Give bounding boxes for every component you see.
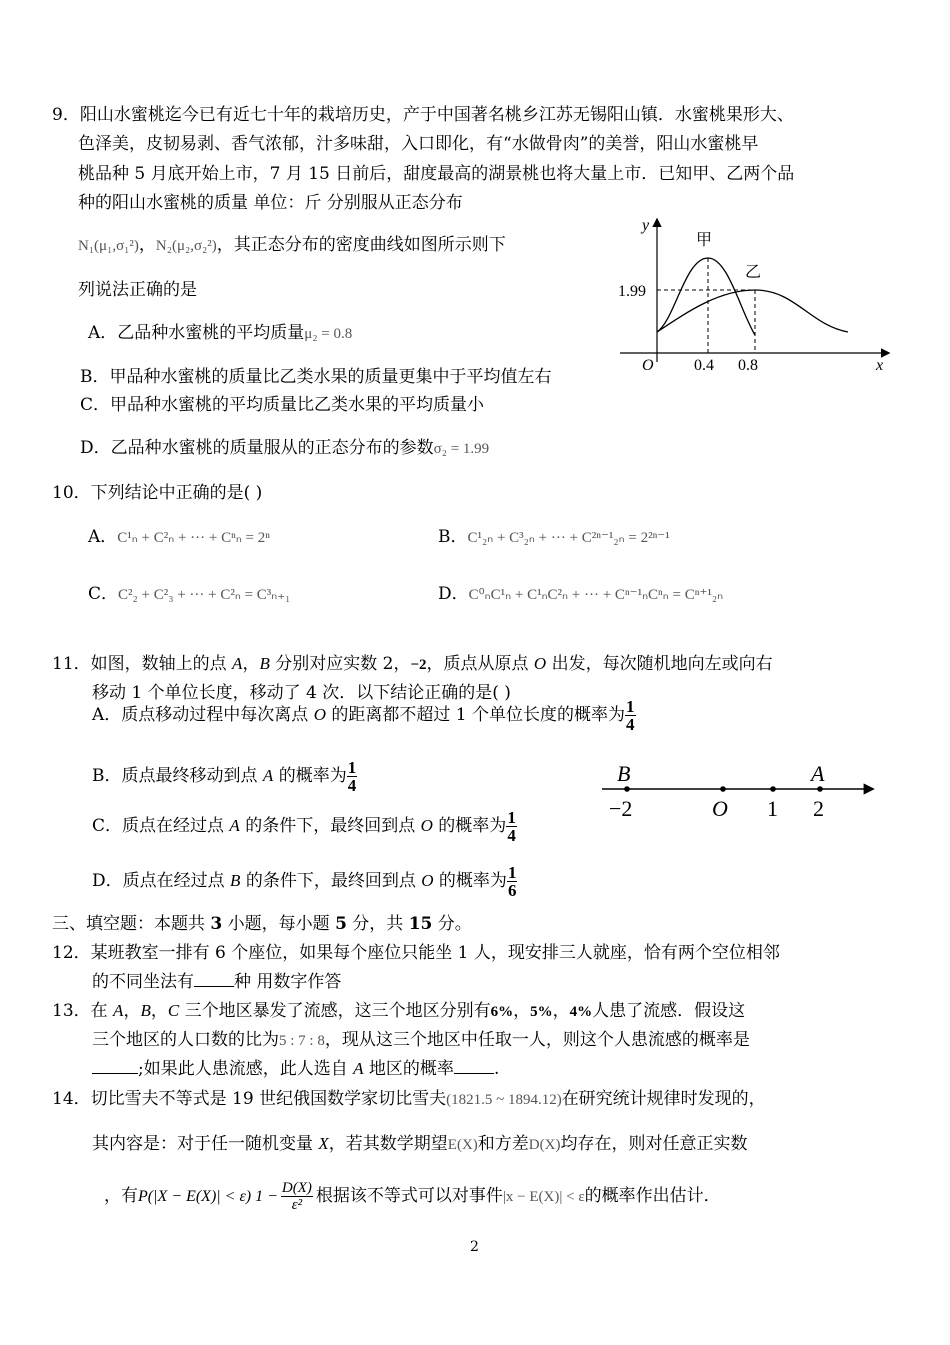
number-line bbox=[596, 756, 886, 826]
q14-text-l3c: 的概率作出估计． bbox=[584, 1186, 721, 1206]
q12-text-a: 的不同坐法有 bbox=[92, 972, 194, 992]
q10-a-label: A． bbox=[88, 527, 118, 547]
percent-4: 4% bbox=[569, 1004, 593, 1020]
q11-text-a: 11．如图，数轴上的点 bbox=[52, 654, 233, 674]
q9-option-d-text: D．乙品种水蜜桃的质量服从的正态分布的参数 bbox=[80, 438, 434, 458]
q14-text-l2d: 均存在，则对任意正实数 bbox=[560, 1134, 748, 1154]
comma: ， bbox=[513, 1001, 531, 1021]
q11-c-text-1: C．质点在经过点 bbox=[92, 816, 230, 836]
q11-d-text-3: 的概率为 bbox=[433, 871, 507, 891]
denominator: 4 bbox=[626, 715, 635, 734]
q11-option-c bbox=[92, 807, 517, 845]
sec3-e: 分，共 bbox=[346, 914, 409, 934]
x-label: x bbox=[876, 357, 884, 374]
normal-dist-2: N₂(μ₂,σ₂²) bbox=[155, 238, 217, 254]
numerator: 1 bbox=[347, 758, 357, 777]
curve-jia bbox=[657, 258, 755, 335]
q10-a-formula: C¹ₙ + C²ₙ + ··· + Cⁿₙ = 2ⁿ bbox=[117, 530, 270, 546]
q9-option-a-formula: μ₂ = 0.8 bbox=[304, 326, 353, 342]
q10-stem: 10．下列结论中正确的是( ) bbox=[52, 483, 263, 503]
q13-line-2 bbox=[92, 1029, 750, 1052]
label-1: 1 bbox=[767, 796, 778, 821]
point-a bbox=[817, 786, 823, 792]
q12-line-1: 12．某班教室一排有 6 个座位，如果每个座位只能坐 1 人，现安排三人就座，恰有两个空位相邻 bbox=[52, 943, 780, 963]
q10-b-label: B． bbox=[438, 527, 468, 547]
comma: ， bbox=[552, 1001, 570, 1021]
answer-blank-1[interactable] bbox=[92, 1059, 138, 1074]
comma: ， bbox=[123, 1001, 141, 1021]
q13-text-l2b: ，现从这三个地区中任取一人，则这个人患流感的概率是 bbox=[324, 1030, 750, 1050]
lifespan-years: (1821.5 ~ 1894.12) bbox=[446, 1092, 562, 1108]
neg-two: −2 bbox=[410, 657, 427, 673]
sec3-g: 分。 bbox=[432, 914, 472, 934]
q10-c-label: C． bbox=[88, 584, 119, 604]
numerator: 1 bbox=[507, 808, 516, 827]
q11-line-1 bbox=[52, 653, 773, 676]
q11-d-text-2: 的条件下，最终回到点 bbox=[240, 871, 422, 891]
sec3-each: 5 bbox=[335, 914, 347, 934]
point-b bbox=[624, 786, 630, 792]
q10-option-c bbox=[88, 583, 290, 606]
point-1 bbox=[770, 786, 776, 792]
q11-c-text-3: 的概率为 bbox=[432, 816, 507, 836]
q10-option-b bbox=[438, 526, 670, 549]
fraction-one-quarter bbox=[506, 809, 517, 844]
point-a-ref: A bbox=[262, 766, 274, 785]
population-ratio: 5 : 7 : 8 bbox=[279, 1033, 325, 1049]
section-3-heading bbox=[52, 913, 472, 935]
curve-yi bbox=[657, 290, 848, 332]
region-a: A bbox=[353, 1059, 364, 1078]
percent-6: 6% bbox=[490, 1004, 514, 1020]
q11-option-a bbox=[92, 696, 636, 734]
tick-0-4: 0.4 bbox=[694, 357, 714, 374]
q9-option-b: B．甲品种水蜜桃的质量比乙类水果的质量更集中于平均值左右 bbox=[80, 367, 552, 387]
comma: ， bbox=[138, 235, 156, 255]
origin-label: O bbox=[642, 357, 654, 374]
q9-option-d bbox=[80, 437, 489, 460]
expectation-ex: E(X) bbox=[447, 1137, 478, 1153]
origin-ref: O bbox=[533, 654, 547, 673]
origin-ref: O bbox=[421, 871, 434, 890]
period: . bbox=[493, 1059, 500, 1079]
q10-d-formula: C⁰ₙC¹ₙ + C¹ₙC²ₙ + ··· + Cⁿ⁻¹ₙCⁿₙ = Cⁿ⁺¹₂ₙ bbox=[468, 587, 724, 603]
q11-text-d: 出发，每次随机地向左或向右 bbox=[546, 654, 773, 674]
q10-option-d bbox=[438, 583, 723, 606]
percent-5: 5% bbox=[530, 1004, 553, 1020]
q11-d-text-1: D．质点在经过点 bbox=[92, 871, 231, 891]
q14-line-2 bbox=[92, 1133, 747, 1156]
sec3-count: 3 bbox=[210, 914, 223, 934]
sec3-total: 15 bbox=[408, 914, 433, 934]
q14-line-1 bbox=[52, 1088, 766, 1111]
q11-b-text-2: 的概率为 bbox=[273, 766, 347, 786]
q9-line-5-text: ，其正态分布的密度曲线如图所示则下 bbox=[216, 235, 506, 255]
region-c: C bbox=[167, 1001, 180, 1020]
label-yi: 乙 bbox=[745, 264, 762, 281]
tick-1-99: 1.99 bbox=[618, 283, 646, 300]
q14-text-l2c: 和方差 bbox=[477, 1134, 529, 1154]
numerator: D(X) bbox=[281, 1180, 312, 1196]
q9-option-d-formula: σ₂ = 1.99 bbox=[433, 441, 490, 457]
sec3-c: 小题，每小题 bbox=[222, 914, 336, 934]
denominator: 4 bbox=[507, 826, 516, 845]
origin-ref: O bbox=[420, 816, 433, 835]
comma: ， bbox=[150, 1001, 168, 1021]
q14-line-3 bbox=[104, 1176, 721, 1217]
denominator: 4 bbox=[347, 776, 357, 795]
sec3-a: 三、填空题：本题共 bbox=[52, 914, 211, 934]
y-label: y bbox=[642, 217, 650, 234]
q13-text-b: 三个地区暴发了流感，这三个地区分别有 bbox=[179, 1001, 491, 1021]
fraction-one-sixth bbox=[507, 864, 518, 899]
chebyshev-inequality: P(|X − E(X)| < ε) 1 − bbox=[138, 1188, 278, 1205]
label-b: B bbox=[617, 761, 631, 786]
region-a: A bbox=[113, 1001, 124, 1020]
q14-text-l3b: 根据该不等式可以对事件 bbox=[315, 1186, 503, 1206]
q10-c-formula: C²₂ + C²₃ + ··· + C²ₙ = C³ₙ₊₁ bbox=[118, 587, 291, 603]
numerator: 1 bbox=[626, 697, 635, 716]
q11-line-2: 移动 1 个单位长度，移动了 4 次．以下结论正确的是( ) bbox=[92, 683, 511, 703]
q13-text-l3b: 地区的概率 bbox=[363, 1059, 454, 1079]
point-o bbox=[720, 786, 726, 792]
q14-text-a: 14．切比雪夫不等式是 19 世纪俄国数学家切比雪夫 bbox=[52, 1089, 447, 1109]
origin-ref: O bbox=[313, 705, 326, 724]
q13-text-l3a: ;如果此人患流感，此人选自 bbox=[138, 1059, 354, 1079]
tick-0-8: 0.8 bbox=[738, 357, 758, 374]
variance-dx: D(X) bbox=[528, 1137, 561, 1153]
label-jia: 甲 bbox=[696, 232, 713, 249]
q9-line-4: 种的阳山水蜜桃的质量 单位：斤 分别服从正态分布 bbox=[78, 193, 463, 213]
q11-c-text-2: 的条件下，最终回到点 bbox=[239, 816, 421, 836]
denominator: 6 bbox=[507, 881, 517, 900]
q12-text-b: 种 用数字作答 bbox=[234, 972, 342, 992]
q10-option-a bbox=[88, 526, 270, 549]
region-b: B bbox=[140, 1001, 151, 1020]
q9-line-6: 列说法正确的是 bbox=[78, 280, 197, 300]
denominator: ε² bbox=[291, 1197, 303, 1213]
q9-line-5 bbox=[78, 234, 506, 257]
point-a-ref: A bbox=[232, 654, 243, 673]
q11-text-c: ，质点从原点 bbox=[426, 654, 534, 674]
numerator: 1 bbox=[507, 863, 517, 882]
q13-line-3 bbox=[92, 1058, 499, 1080]
q14-text-b: 在研究统计规律时发现的， bbox=[561, 1089, 766, 1109]
point-b-ref: B bbox=[230, 871, 241, 890]
variance-fraction bbox=[281, 1180, 313, 1213]
q14-text-l2a: 其内容是：对于任一随机变量 bbox=[92, 1134, 319, 1154]
q12-line-2 bbox=[92, 971, 341, 993]
q11-option-b bbox=[92, 757, 357, 795]
answer-blank-2[interactable] bbox=[454, 1059, 494, 1074]
q13-text-l2a: 三个地区的人口数的比为 bbox=[92, 1030, 279, 1050]
fraction-one-quarter bbox=[625, 698, 636, 733]
normal-density-graph bbox=[610, 210, 900, 380]
q9-option-a bbox=[88, 322, 352, 345]
q10-b-formula: C¹₂ₙ + C³₂ₙ + ··· + C²ⁿ⁻¹₂ₙ = 2²ⁿ⁻¹ bbox=[467, 530, 670, 546]
page-number: 2 bbox=[470, 1239, 479, 1255]
point-b-ref: B bbox=[259, 654, 270, 673]
q11-a-text-1: A．质点移动过程中每次离点 bbox=[92, 705, 314, 725]
q14-text-l3a: ，有 bbox=[104, 1186, 138, 1206]
fraction-one-quarter bbox=[347, 759, 358, 794]
q11-a-text-2: 的距离都不超过 1 个单位长度的概率为 bbox=[325, 705, 625, 725]
q9-option-c: C．甲品种水蜜桃的平均质量比乙类水果的平均质量小 bbox=[80, 395, 485, 415]
event-expression: |x − E(X)| < ε bbox=[502, 1189, 585, 1205]
label-neg2: −2 bbox=[609, 796, 633, 821]
label-2: 2 bbox=[813, 796, 824, 821]
q10-d-label: D． bbox=[438, 584, 469, 604]
label-o: O bbox=[712, 796, 728, 821]
q13-line-1 bbox=[52, 1000, 745, 1023]
q9-line-1: 9．阳山水蜜桃迄今已有近七十年的栽培历史，产于中国著名桃乡江苏无锡阳山镇．水蜜桃果形大、 bbox=[52, 105, 794, 125]
answer-blank[interactable] bbox=[194, 972, 234, 987]
normal-dist-1: N₁(μ₁,σ₁²) bbox=[78, 238, 139, 254]
q9-line-2: 色泽美，皮韧易剥、香气浓郁，汁多味甜，入口即化，有“水做骨肉”的美誉，阳山水蜜桃早 bbox=[78, 134, 759, 154]
q11-option-d bbox=[92, 862, 517, 900]
random-variable-x: X bbox=[318, 1134, 329, 1153]
label-a: A bbox=[811, 761, 825, 786]
q9-option-a-text: A．乙品种水蜜桃的平均质量 bbox=[88, 323, 305, 343]
q13-text-e: 人患了流感．假设这 bbox=[592, 1001, 746, 1021]
point-a-ref: A bbox=[229, 816, 240, 835]
q14-text-l2b: ，若其数学期望 bbox=[328, 1134, 448, 1154]
q13-text-a: 13．在 bbox=[52, 1001, 114, 1021]
q11-text-b: 分别对应实数 2， bbox=[269, 654, 411, 674]
comma: ， bbox=[242, 654, 260, 674]
q9-line-3: 桃品种 5 月底开始上市，7 月 15 日前后，甜度最高的湖景桃也将大量上市．已知甲、乙两个品 bbox=[78, 164, 795, 184]
q11-b-text-1: B．质点最终移动到点 bbox=[92, 766, 263, 786]
